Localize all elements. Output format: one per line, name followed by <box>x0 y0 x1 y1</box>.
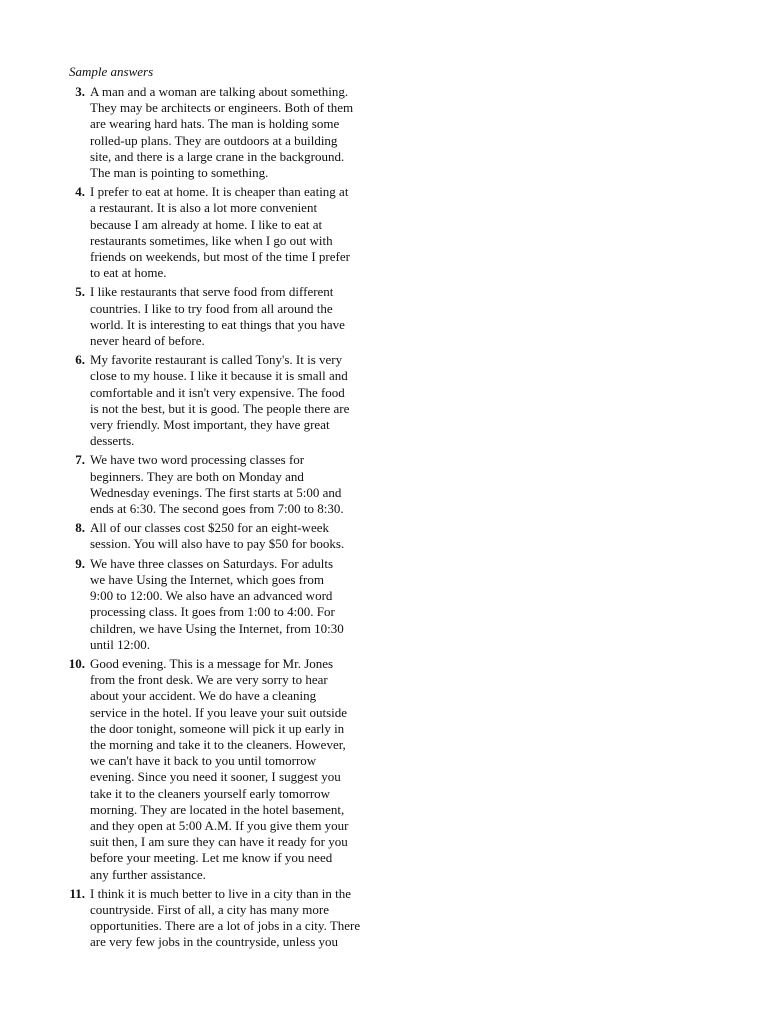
answer-item <box>69 352 379 449</box>
answer-text-line: countryside. First of all, a city has many more <box>90 901 330 917</box>
answer-text-line: is not the best, but it is good. The people there are <box>90 400 350 416</box>
answer-text-line: beginners. They are both on Monday and <box>90 468 304 484</box>
answer-text-line: I think it is much better to live in a city than in the <box>90 885 352 901</box>
answer-text-line: any further assistance. <box>90 866 206 882</box>
answer-text-line: to eat at home. <box>90 265 167 281</box>
answer-text-line: service in the hotel. If you leave your suit outside <box>90 704 348 720</box>
answer-text-line: before your meeting. Let me know if you need <box>90 850 333 866</box>
answer-text-line: are very few jobs in the countryside, unless you <box>90 934 339 950</box>
answer-text-line: close to my house. I like it because it is small and <box>90 368 348 384</box>
answer-text-line: from the front desk. We are very sorry to hear <box>90 672 328 688</box>
answer-text-line: take it to the cleaners yourself early tomorrow <box>90 785 331 801</box>
answer-text-line: never heard of before. <box>90 333 205 349</box>
answer-text-line: world. It is interesting to eat things that you have <box>90 316 345 332</box>
answer-text-line: A man and a woman are talking about something. <box>90 84 349 99</box>
answer-number: 9. <box>75 555 85 571</box>
answer-item <box>69 886 379 951</box>
document-page <box>69 64 379 954</box>
answer-text-line: the morning and take it to the cleaners. However, <box>90 736 346 752</box>
answer-text-line: and they open at 5:00 A.M. If you give them your <box>90 817 349 833</box>
answer-item <box>69 184 379 281</box>
answer-text-line: I like restaurants that serve food from different <box>90 284 334 300</box>
answer-text-line: processing class. It goes from 1:00 to 4:00. For <box>90 604 335 620</box>
answer-item <box>69 556 379 653</box>
answer-text-line: are wearing hard hats. The man is holding some <box>90 116 340 132</box>
answer-text-line: restaurants sometimes, like when I go out with <box>90 232 333 248</box>
answer-number: 3. <box>75 84 85 99</box>
answer-text-line: The man is pointing to something. <box>90 165 269 181</box>
answer-text-line: we can't have it back to you until tomorrow <box>90 753 317 769</box>
answer-number: 6. <box>75 352 85 368</box>
answer-number: 5. <box>75 284 85 300</box>
answer-text-line: We have two word processing classes for <box>90 452 305 468</box>
answer-text-line: They may be architects or engineers. Both of them <box>90 100 354 116</box>
answer-number: 8. <box>75 520 85 536</box>
answer-text-line: rolled-up plans. They are outdoors at a building <box>90 132 338 148</box>
answer-text-line: evening. Since you need it sooner, I suggest you <box>90 769 341 785</box>
answer-text-line: 9:00 to 12:00. We also have an advanced word <box>90 588 333 604</box>
answer-text-line: about your accident. We do have a cleaning <box>90 688 317 704</box>
answer-number: 4. <box>75 184 85 200</box>
answer-text-line: countries. I like to try food from all around the <box>90 300 333 316</box>
answer-text-line: we have Using the Internet, which goes from <box>90 571 324 587</box>
answer-text-line: We have three classes on Saturdays. For adults <box>90 555 334 571</box>
answer-text-line: All of our classes cost $250 for an eight-week <box>90 520 329 536</box>
answer-text-line: comfortable and it isn't very expensive. The food <box>90 384 345 400</box>
answer-text-line: the door tonight, someone will pick it up early in <box>90 720 345 736</box>
answer-text-line: desserts. <box>90 433 135 449</box>
sample-answers-heading: Sample answers <box>69 64 154 79</box>
answer-item <box>69 520 379 552</box>
answer-text-line: a restaurant. It is also a lot more convenient <box>90 200 318 216</box>
answer-text-line: site, and there is a large crane in the background. <box>90 148 345 164</box>
answer-text-line: friends on weekends, but most of the time I prefer <box>90 249 350 265</box>
answer-text-line: children, we have Using the Internet, from 10:30 <box>90 620 344 636</box>
answer-number: 7. <box>75 452 85 468</box>
answer-text-line: Wednesday evenings. The first starts at 5:00 and <box>90 484 342 500</box>
answer-text-line: very friendly. Most important, they have great <box>90 417 330 433</box>
answer-item <box>69 452 379 517</box>
answer-text-line: suit then, I am sure they can have it ready for you <box>90 834 348 850</box>
answer-number: 10. <box>68 655 85 671</box>
answer-text-line: morning. They are located in the hotel basement, <box>90 801 345 817</box>
answer-text-line: I prefer to eat at home. It is cheaper than eating at <box>90 184 349 200</box>
answer-text-line: opportunities. There are a lot of jobs in a city. There <box>90 918 361 934</box>
answer-text-line: session. You will also have to pay $50 for books. <box>90 536 345 552</box>
answer-text-line: My favorite restaurant is called Tony's. It is very <box>90 352 343 368</box>
answer-text-line: Good evening. This is a message for Mr. Jones <box>90 655 334 671</box>
answer-text-line: ends at 6:30. The second goes from 7:00 to 8:30. <box>90 501 344 517</box>
answer-item <box>69 656 379 883</box>
answer-text-line: because I am already at home. I like to eat at <box>90 216 323 232</box>
answer-number: 11. <box>69 885 85 901</box>
answer-item <box>69 284 379 349</box>
answer-item <box>69 84 379 181</box>
answer-list <box>69 84 379 951</box>
answer-text-line: until 12:00. <box>90 636 150 652</box>
